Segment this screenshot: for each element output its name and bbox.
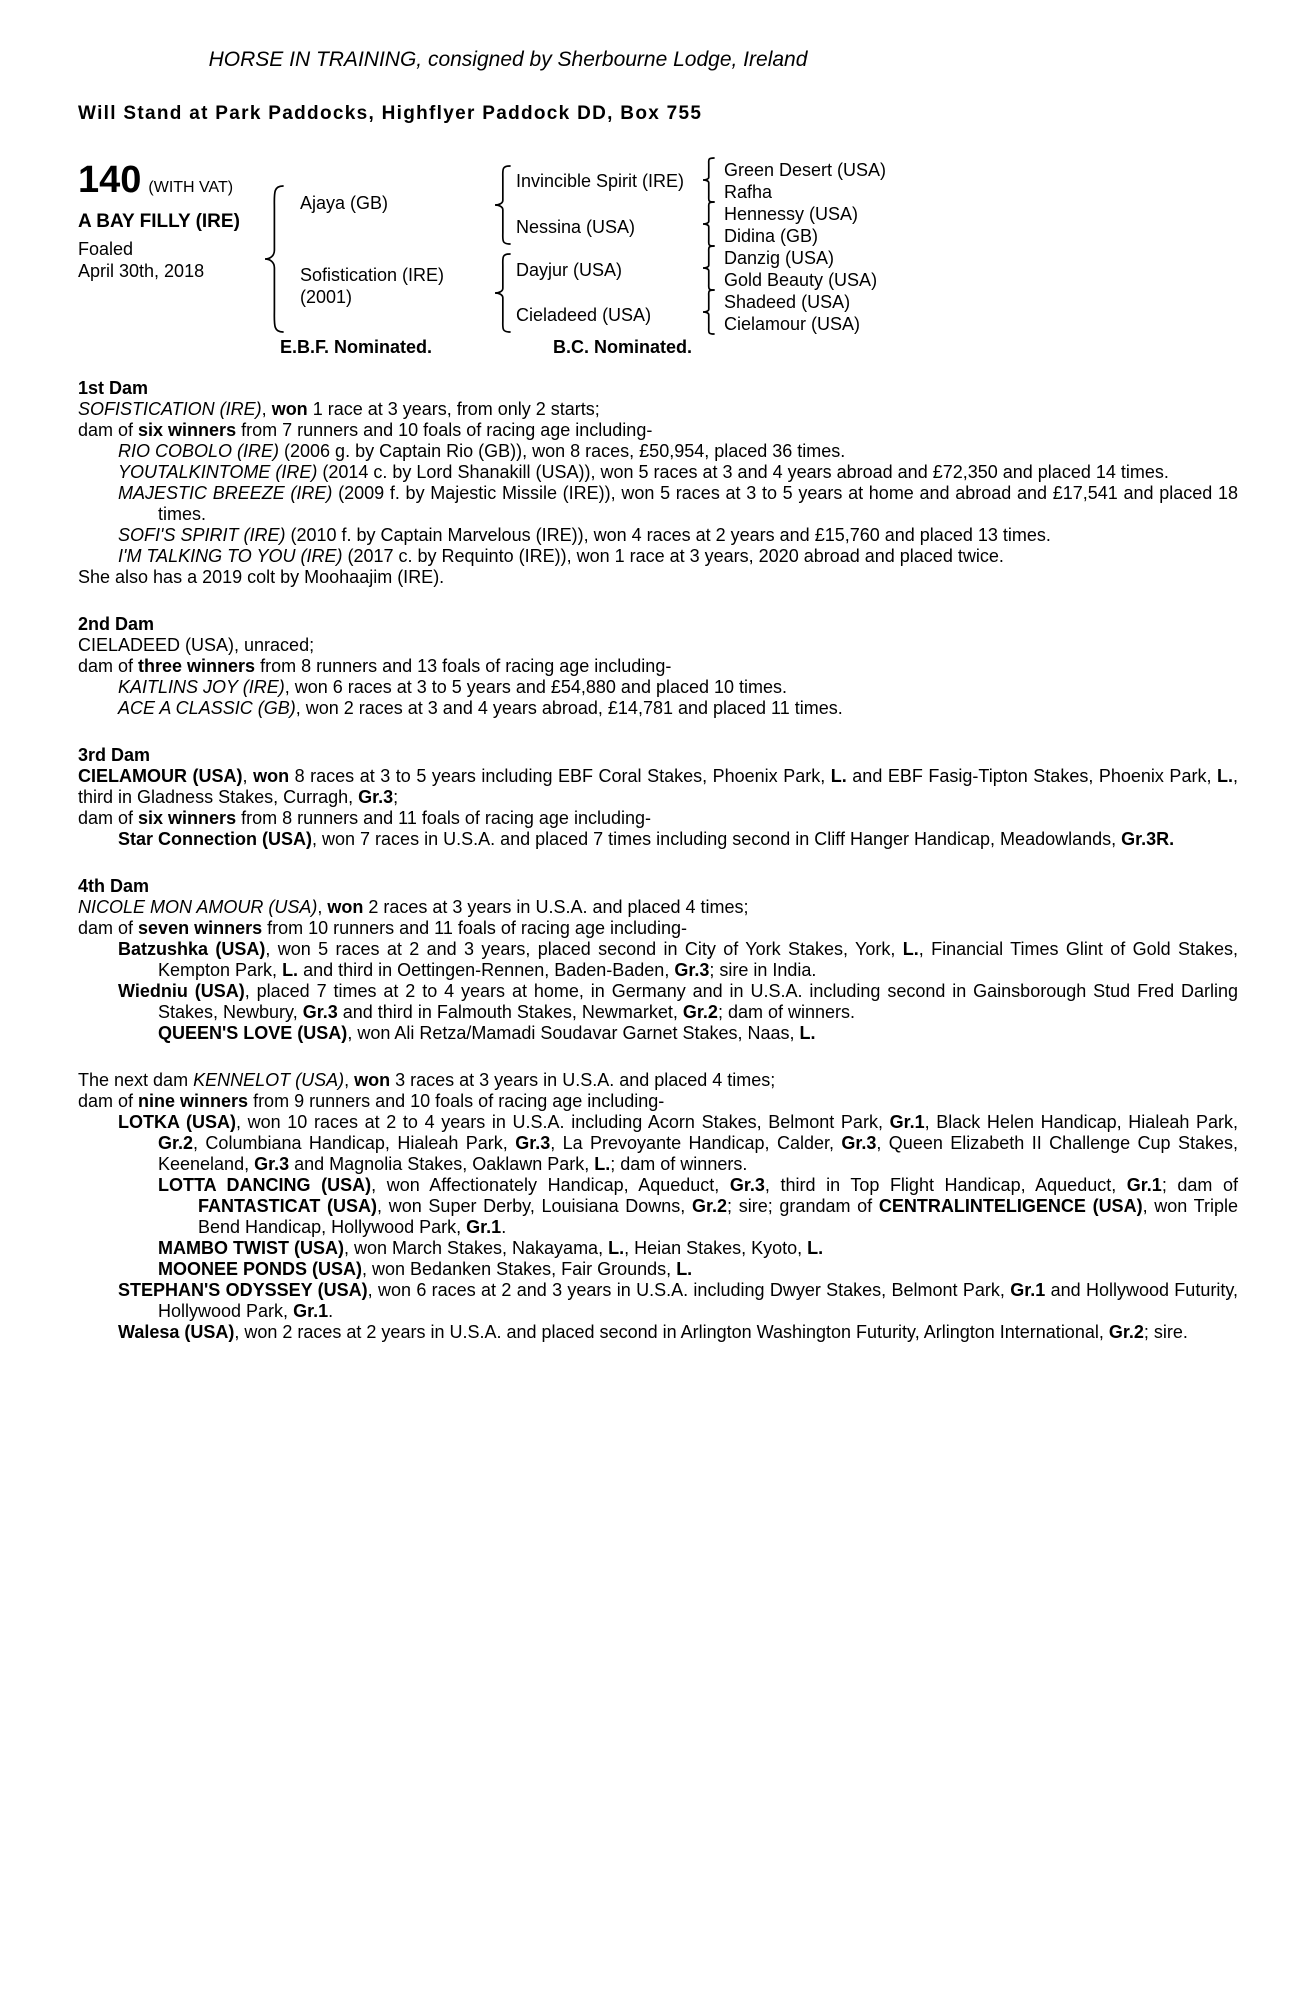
gg-name-2: Rafha [724, 182, 773, 202]
text-run: and EBF Fasig-Tipton Stakes, Phoenix Park, [846, 766, 1217, 786]
text-run: 8 races at 3 to 5 years including EBF Coral Stakes, Phoenix Park, [289, 766, 831, 786]
text-run: , [344, 1070, 355, 1090]
catalogue-paragraph [78, 483, 1238, 525]
stand-location-line: Will Stand at Park Paddocks, Highflyer Paddock DD, Box 755 [78, 103, 703, 124]
text-run: Gr.2 [682, 1002, 718, 1022]
text-run: , [317, 897, 328, 917]
text-run: L. [799, 1023, 816, 1043]
text-run: L. [1216, 766, 1233, 786]
catalogue-paragraph [78, 1023, 1238, 1044]
text-run: , won 6 races at 2 and 3 years in U.S.A. including Dwyer Stakes, Belmont Park, [367, 1280, 1011, 1300]
text-run: . [328, 1301, 334, 1321]
text-run: , won 7 races in U.S.A. and placed 7 times including second in Cliff Hanger Handicap, Meadowlands, [312, 829, 1122, 849]
text-run: from 10 runners and 11 foals of racing age including- [262, 918, 688, 938]
text-run: , won March Stakes, Nakayama, [343, 1238, 609, 1258]
dam-section [78, 876, 1238, 1044]
foaled-date: April 30th, 2018 [78, 261, 205, 281]
text-run: , won Affectionately Handicap, Aqueduct, [371, 1175, 730, 1195]
text-run: She also has a 2019 colt by Moohaajim (IRE). [78, 567, 445, 587]
pedigree-brace-sire [494, 165, 511, 245]
text-run: , La Prevoyante Handicap, Calder, [550, 1133, 842, 1153]
pedigree-chart [0, 153, 1314, 385]
text-run: , won Bedanken Stakes, Fair Grounds, [362, 1259, 677, 1279]
text-run: 3 races at 3 years in U.S.A. and placed 4 times; [390, 1070, 776, 1090]
text-run: (2010 f. by Captain Marvelous (IRE)), won 4 races at 2 years and £15,760 and placed 13 times. [285, 525, 1051, 545]
text-run: and Hollywood Futurity, Hollywood Park, [158, 1280, 1238, 1321]
text-run: Gr.1 [466, 1217, 502, 1237]
text-run: ; dam of [1161, 1175, 1239, 1195]
section-heading: 4th Dam [78, 876, 150, 896]
text-run: seven winners [138, 918, 263, 938]
text-run: and third in Oettingen-Rennen, Baden-Baden, [298, 960, 675, 980]
gg-name-4: Didina (GB) [724, 226, 819, 246]
text-run: , Black Helen Handicap, Hialeah Park, [924, 1112, 1239, 1132]
gg-name-1: Green Desert (USA) [724, 160, 887, 180]
catalogue-paragraph [78, 1070, 1238, 1091]
text-run: nine winners [138, 1091, 249, 1111]
text-run: SOFI'S SPIRIT (IRE) [118, 525, 286, 545]
catalogue-paragraph [78, 1091, 1238, 1112]
catalogue-paragraph [78, 808, 1238, 829]
catalogue-paragraph [78, 441, 1238, 462]
gg-name-5: Danzig (USA) [724, 248, 835, 268]
text-run: L. [594, 1154, 611, 1174]
text-run: dam of [78, 420, 139, 440]
text-run: Gr.2 [158, 1133, 194, 1153]
text-run: dam of [78, 1091, 139, 1111]
section-heading: 2nd Dam [78, 614, 155, 634]
text-run: , Queen Elizabeth II Challenge Cup Stakes, Keeneland, [158, 1133, 1238, 1174]
pedigree-brace-gg4 [702, 289, 715, 335]
catalogue-paragraph [78, 939, 1238, 981]
text-run: Gr.3 [674, 960, 710, 980]
text-run: , won Ali Retza/Mamadi Soudavar Garnet Stakes, Naas, [347, 1023, 800, 1043]
text-run: , [242, 766, 254, 786]
text-run: CENTRALINTELIGENCE (USA) [878, 1196, 1143, 1216]
catalogue-paragraph [78, 1280, 1238, 1322]
text-run: ; sire; grandam of [727, 1196, 879, 1216]
text-run: from 8 runners and 13 foals of racing age including- [255, 656, 672, 676]
section-heading: 1st Dam [78, 378, 149, 398]
text-run: , Financial Times Glint of Gold Stakes, Kempton Park, [158, 939, 1238, 980]
gg-name-6: Gold Beauty (USA) [724, 270, 878, 290]
lot-name: A BAY FILLY (IRE) [78, 211, 240, 232]
text-run: Gr.1 [1010, 1280, 1046, 1300]
text-run: . [501, 1217, 507, 1237]
gg-name-8: Cielamour (USA) [724, 314, 861, 334]
text-run: Gr.3 [358, 787, 394, 807]
text-run: Wiedniu (USA) [118, 981, 245, 1001]
text-run: I'M TALKING TO YOU (IRE) [118, 546, 343, 566]
text-run: , won 2 races at 2 years in U.S.A. and placed second in Arlington Washington Futurity, Arlington International, [234, 1322, 1109, 1342]
text-run: , Columbiana Handicap, Hialeah Park, [193, 1133, 516, 1153]
text-run: dam of [78, 918, 139, 938]
catalogue-paragraph [78, 656, 1238, 677]
text-run: won [327, 897, 364, 917]
sire-name: Ajaya (GB) [300, 193, 389, 213]
text-run: (2009 f. by Majestic Missile (IRE)), won 5 races at 3 to 5 years at home and abroad and £17,541 and placed 18 times. [158, 483, 1238, 524]
dam-year: (2001) [300, 287, 353, 307]
catalogue-paragraph [78, 525, 1238, 546]
text-run: Gr.1 [293, 1301, 329, 1321]
text-run: ACE A CLASSIC (GB) [118, 698, 296, 718]
dam-section [78, 614, 1238, 719]
catalogue-paragraph [78, 766, 1238, 808]
text-run: LOTTA DANCING (USA) [158, 1175, 372, 1195]
text-run: won [271, 399, 308, 419]
text-run: STEPHAN'S ODYSSEY (USA) [118, 1280, 368, 1300]
lot-number-row [78, 161, 233, 199]
bc-nominated-note: B.C. Nominated. [553, 337, 693, 357]
pedigree-brace-dam [494, 253, 511, 333]
text-run: L. [282, 960, 299, 980]
catalogue-paragraph [78, 635, 1238, 656]
text-run: YOUTALKINTOME (IRE) [118, 462, 318, 482]
text-run: KENNELOT (USA) [193, 1070, 345, 1090]
text-run: dam of [78, 808, 139, 828]
text-run: CIELAMOUR (USA) [78, 766, 243, 786]
sire-sire-name: Invincible Spirit (IRE) [516, 171, 685, 191]
text-run: QUEEN'S LOVE (USA) [158, 1023, 348, 1043]
catalogue-paragraph [78, 1238, 1238, 1259]
text-run: SOFISTICATION (IRE) [78, 399, 262, 419]
dam-section [78, 1070, 1238, 1343]
text-run: ; dam of winners. [717, 1002, 856, 1022]
text-run: from 7 runners and 10 foals of racing age including- [236, 420, 653, 440]
vat-note: (WITH VAT) [148, 179, 234, 196]
catalogue-paragraph [78, 462, 1238, 483]
catalogue-paragraph [78, 897, 1238, 918]
text-run: Gr.1 [889, 1112, 925, 1132]
text-run: NICOLE MON AMOUR (USA) [78, 897, 318, 917]
text-run: The next dam [78, 1070, 194, 1090]
text-run: from 8 runners and 11 foals of racing age including- [236, 808, 651, 828]
text-run: dam of [78, 656, 139, 676]
text-run: 1 race at 3 years, from only 2 starts; [307, 399, 600, 419]
catalogue-paragraph [78, 918, 1238, 939]
consignor-line: HORSE IN TRAINING, consigned by Sherbourne Lodge, Ireland [208, 48, 808, 71]
catalogue-paragraph [78, 698, 1238, 719]
text-run: L. [830, 766, 847, 786]
text-run: Gr.3 [515, 1133, 551, 1153]
text-run: from 9 runners and 10 foals of racing age including- [248, 1091, 665, 1111]
text-run: , third in Gladness Stakes, Curragh, [78, 766, 1238, 807]
text-run: KAITLINS JOY (IRE) [118, 677, 285, 697]
pedigree-brace-gg2 [702, 201, 715, 247]
pedigree-brace-parents [264, 185, 284, 333]
text-run: (2017 c. by Requinto (IRE)), won 1 race at 3 years, 2020 abroad and placed twice. [342, 546, 1004, 566]
text-run: Gr.3 [841, 1133, 877, 1153]
text-run: ; sire in India. [709, 960, 817, 980]
text-run: LOTKA (USA) [118, 1112, 236, 1132]
dam-sire-name: Dayjur (USA) [516, 260, 623, 280]
text-run: MAJESTIC BREEZE (IRE) [118, 483, 333, 503]
text-run: Gr.1 [1126, 1175, 1162, 1195]
catalogue-paragraph [78, 1322, 1238, 1343]
text-run: CIELADEED (USA), unraced; [78, 635, 315, 655]
sire-dam-name: Nessina (USA) [516, 217, 636, 237]
text-run: , won 10 races at 2 to 4 years in U.S.A. including Acorn Stakes, Belmont Park, [235, 1112, 890, 1132]
text-run: won [354, 1070, 391, 1090]
text-run: , won Triple Bend Handicap, Hollywood Park, [198, 1196, 1238, 1237]
text-run: Gr.3 [254, 1154, 290, 1174]
text-run: L. [902, 939, 919, 959]
catalogue-paragraph [78, 1112, 1238, 1175]
text-run: (2006 g. by Captain Rio (GB)), won 8 races, £50,954, placed 36 times. [279, 441, 846, 461]
text-run: six winners [138, 420, 237, 440]
text-run: ; sire. [1143, 1322, 1188, 1342]
text-run: Walesa (USA) [118, 1322, 235, 1342]
text-run: won [253, 766, 290, 786]
text-run: Star Connection (USA) [118, 829, 313, 849]
dam-section [78, 745, 1238, 850]
text-run: MAMBO TWIST (USA) [158, 1238, 344, 1258]
text-run: and Magnolia Stakes, Oaklawn Park, [289, 1154, 595, 1174]
catalogue-paragraph [78, 1175, 1238, 1238]
pedigree-sections [78, 378, 1238, 1369]
gg-name-7: Shadeed (USA) [724, 292, 851, 312]
text-run: Gr.3R. [1121, 829, 1175, 849]
text-run: Batzushka (USA) [118, 939, 266, 959]
catalogue-paragraph [78, 677, 1238, 698]
text-run: ; dam of winners. [610, 1154, 748, 1174]
text-run: Gr.3 [302, 1002, 338, 1022]
section-heading: 3rd Dam [78, 745, 151, 765]
catalogue-paragraph [78, 399, 1238, 420]
text-run: 2 races at 3 years in U.S.A. and placed 4 times; [363, 897, 749, 917]
text-run: ; [393, 787, 399, 807]
text-run: six winners [138, 808, 237, 828]
ebf-nominated-note: E.B.F. Nominated. [280, 337, 433, 357]
text-run: , third in Top Flight Handicap, Aqueduct, [764, 1175, 1127, 1195]
text-run: , won 5 races at 2 and 3 years, placed second in City of York Stakes, York, [265, 939, 903, 959]
text-run: , [261, 399, 272, 419]
text-run: L. [608, 1238, 625, 1258]
dam-section [78, 378, 1238, 588]
text-run: RIO COBOLO (IRE) [118, 441, 280, 461]
lot-number: 140 [78, 159, 142, 201]
foaled-label: Foaled [78, 239, 134, 259]
dam-dam-name: Cieladeed (USA) [516, 305, 652, 325]
pedigree-brace-gg1 [702, 157, 715, 203]
text-run: three winners [138, 656, 256, 676]
text-run: Gr.3 [729, 1175, 765, 1195]
catalogue-paragraph [78, 546, 1238, 567]
text-run: L. [676, 1259, 693, 1279]
gg-name-3: Hennessy (USA) [724, 204, 859, 224]
catalogue-paragraph [78, 420, 1238, 441]
text-run: , Heian Stakes, Kyoto, [624, 1238, 808, 1258]
catalogue-paragraph [78, 981, 1238, 1023]
catalogue-paragraph [78, 567, 1238, 588]
text-run: Gr.2 [692, 1196, 728, 1216]
text-run: L. [807, 1238, 824, 1258]
text-run: and third in Falmouth Stakes, Newmarket, [337, 1002, 683, 1022]
catalogue-paragraph [78, 1259, 1238, 1280]
text-run: , won 6 races at 3 to 5 years and £54,880 and placed 10 times. [284, 677, 788, 697]
text-run: , placed 7 times at 2 to 4 years at home, in Germany and in U.S.A. including second in Gainsborough Stud Fred Darling Stakes, Newbury, [158, 981, 1239, 1022]
dam-name: Sofistication (IRE) [300, 265, 445, 285]
text-run: , won Super Derby, Louisiana Downs, [377, 1196, 692, 1216]
text-run: Gr.2 [1108, 1322, 1144, 1342]
pedigree-brace-gg3 [702, 245, 715, 291]
catalogue-paragraph [78, 829, 1238, 850]
text-run: FANTASTICAT (USA) [198, 1196, 378, 1216]
text-run: , won 2 races at 3 and 4 years abroad, £14,781 and placed 11 times. [295, 698, 843, 718]
text-run: (2014 c. by Lord Shanakill (USA)), won 5 races at 3 and 4 years abroad and £72,350 and placed 14 times. [317, 462, 1169, 482]
text-run: MOONEE PONDS (USA) [158, 1259, 363, 1279]
